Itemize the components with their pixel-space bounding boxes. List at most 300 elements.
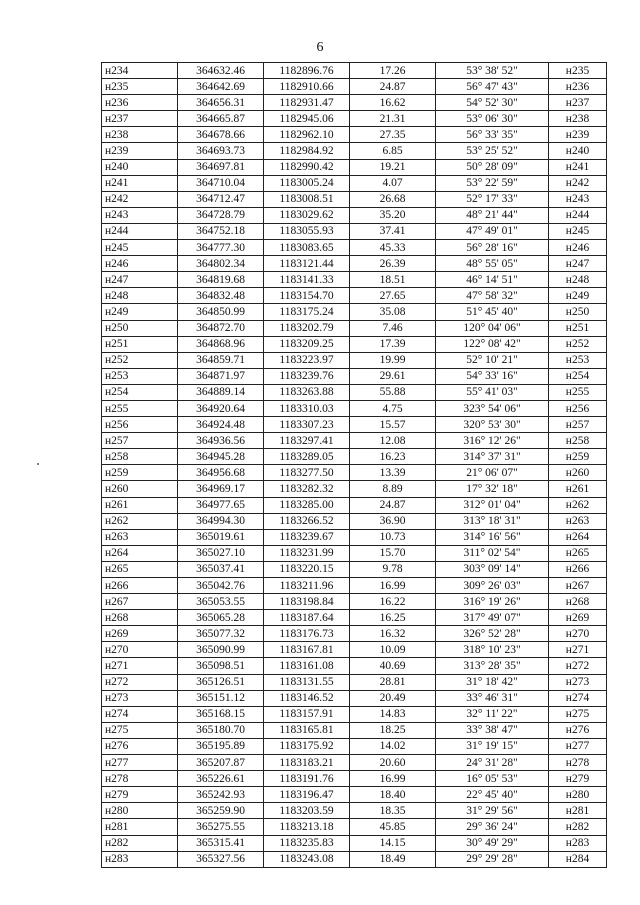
cell-y-coordinate: 1183029.62: [264, 207, 350, 223]
table-row: [102, 674, 607, 690]
cell-point-from: н246: [102, 256, 178, 272]
cell-point-to: н259: [549, 449, 607, 465]
cell-x-coordinate: 365259.90: [178, 803, 264, 819]
cell-direction-angle: 303° 09' 14": [436, 561, 549, 577]
cell-point-from: н236: [102, 95, 178, 111]
cell-direction-angle: 31° 19' 15": [436, 738, 549, 754]
cell-point-from: н254: [102, 384, 178, 400]
cell-direction-angle: 30° 49' 29": [436, 835, 549, 851]
cell-y-coordinate: 1183277.50: [264, 465, 350, 481]
cell-point-to: н266: [549, 561, 607, 577]
cell-point-from: н270: [102, 642, 178, 658]
cell-direction-angle: 55° 41' 03": [436, 384, 549, 400]
cell-direction-angle: 314° 37' 31": [436, 449, 549, 465]
cell-y-coordinate: 1182962.10: [264, 127, 350, 143]
cell-point-to: н265: [549, 545, 607, 561]
cell-distance: 28.81: [350, 674, 436, 690]
table-row: [102, 722, 607, 738]
cell-point-to: н281: [549, 803, 607, 819]
table-row: [102, 835, 607, 851]
cell-y-coordinate: 1183157.91: [264, 706, 350, 722]
cell-point-to: н240: [549, 143, 607, 159]
cell-point-from: н253: [102, 368, 178, 384]
cell-point-to: н257: [549, 417, 607, 433]
cell-direction-angle: 17° 32' 18": [436, 481, 549, 497]
cell-distance: 15.57: [350, 417, 436, 433]
cell-direction-angle: 311° 02' 54": [436, 545, 549, 561]
cell-point-from: н281: [102, 819, 178, 835]
cell-y-coordinate: 1183211.96: [264, 578, 350, 594]
cell-point-from: н264: [102, 545, 178, 561]
cell-point-from: н273: [102, 690, 178, 706]
cell-point-to: н235: [549, 63, 607, 79]
cell-x-coordinate: 364850.99: [178, 304, 264, 320]
cell-point-to: н237: [549, 95, 607, 111]
cell-distance: 18.49: [350, 851, 436, 867]
table-row: [102, 272, 607, 288]
cell-x-coordinate: 364969.17: [178, 481, 264, 497]
cell-direction-angle: 309° 26' 03": [436, 578, 549, 594]
cell-point-from: н269: [102, 626, 178, 642]
cell-y-coordinate: 1183203.59: [264, 803, 350, 819]
table-row: [102, 127, 607, 143]
table-row: [102, 755, 607, 771]
cell-direction-angle: 313° 18' 31": [436, 513, 549, 529]
cell-point-from: н247: [102, 272, 178, 288]
cell-direction-angle: 53° 22' 59": [436, 175, 549, 191]
cell-x-coordinate: 364956.68: [178, 465, 264, 481]
cell-point-to: н256: [549, 400, 607, 416]
cell-point-to: н267: [549, 578, 607, 594]
cell-direction-angle: 29° 29' 28": [436, 851, 549, 867]
cell-direction-angle: 47° 58' 32": [436, 288, 549, 304]
cell-y-coordinate: 1182990.42: [264, 159, 350, 175]
cell-point-from: н268: [102, 610, 178, 626]
cell-point-to: н246: [549, 240, 607, 256]
cell-point-to: н272: [549, 658, 607, 674]
cell-distance: 37.41: [350, 223, 436, 239]
cell-point-from: н252: [102, 352, 178, 368]
cell-x-coordinate: 365126.51: [178, 674, 264, 690]
cell-direction-angle: 21° 06' 07": [436, 465, 549, 481]
cell-point-from: н283: [102, 851, 178, 867]
cell-point-from: н267: [102, 594, 178, 610]
cell-distance: 16.99: [350, 771, 436, 787]
cell-distance: 6.85: [350, 143, 436, 159]
cell-point-from: н259: [102, 465, 178, 481]
cell-y-coordinate: 1183235.83: [264, 835, 350, 851]
cell-direction-angle: 22° 45' 40": [436, 787, 549, 803]
cell-point-to: н263: [549, 513, 607, 529]
cell-point-to: н261: [549, 481, 607, 497]
cell-direction-angle: 29° 36' 24": [436, 819, 549, 835]
cell-point-from: н276: [102, 738, 178, 754]
cell-x-coordinate: 364642.69: [178, 79, 264, 95]
cell-direction-angle: 316° 19' 26": [436, 594, 549, 610]
cell-distance: 35.08: [350, 304, 436, 320]
cell-point-to: н250: [549, 304, 607, 320]
cell-point-from: н235: [102, 79, 178, 95]
table-row: [102, 336, 607, 352]
cell-y-coordinate: 1183165.81: [264, 722, 350, 738]
cell-x-coordinate: 364819.68: [178, 272, 264, 288]
cell-point-to: н248: [549, 272, 607, 288]
cell-y-coordinate: 1183008.51: [264, 191, 350, 207]
cell-x-coordinate: 364802.34: [178, 256, 264, 272]
cell-direction-angle: 52° 17' 33": [436, 191, 549, 207]
cell-distance: 15.70: [350, 545, 436, 561]
table-row: [102, 304, 607, 320]
cell-y-coordinate: 1183154.70: [264, 288, 350, 304]
cell-distance: 18.51: [350, 272, 436, 288]
cell-distance: 18.40: [350, 787, 436, 803]
cell-x-coordinate: 364936.56: [178, 433, 264, 449]
cell-x-coordinate: 364678.66: [178, 127, 264, 143]
table-row: [102, 79, 607, 95]
cell-point-to: н244: [549, 207, 607, 223]
table-row: [102, 320, 607, 336]
cell-x-coordinate: 365327.56: [178, 851, 264, 867]
table-row: [102, 352, 607, 368]
cell-y-coordinate: 1183121.44: [264, 256, 350, 272]
table-row: [102, 787, 607, 803]
cell-point-from: н248: [102, 288, 178, 304]
cell-point-to: н249: [549, 288, 607, 304]
cell-point-from: н265: [102, 561, 178, 577]
table-row: [102, 111, 607, 127]
table-row: [102, 223, 607, 239]
cell-y-coordinate: 1183196.47: [264, 787, 350, 803]
cell-direction-angle: 316° 12' 26": [436, 433, 549, 449]
cell-x-coordinate: 365207.87: [178, 755, 264, 771]
cell-x-coordinate: 364945.28: [178, 449, 264, 465]
table-row: [102, 384, 607, 400]
cell-y-coordinate: 1182910.66: [264, 79, 350, 95]
table-row: [102, 63, 607, 79]
cell-x-coordinate: 365275.55: [178, 819, 264, 835]
cell-direction-angle: 32° 11' 22": [436, 706, 549, 722]
cell-point-to: н274: [549, 690, 607, 706]
cell-x-coordinate: 364777.30: [178, 240, 264, 256]
cell-point-from: н282: [102, 835, 178, 851]
cell-y-coordinate: 1183220.15: [264, 561, 350, 577]
cell-y-coordinate: 1183167.81: [264, 642, 350, 658]
table-row: [102, 513, 607, 529]
cell-y-coordinate: 1182931.47: [264, 95, 350, 111]
cell-distance: 17.39: [350, 336, 436, 352]
cell-point-from: н280: [102, 803, 178, 819]
cell-direction-angle: 48° 21' 44": [436, 207, 549, 223]
cell-direction-angle: 326° 52' 28": [436, 626, 549, 642]
cell-point-from: н249: [102, 304, 178, 320]
cell-point-to: н276: [549, 722, 607, 738]
cell-distance: 10.09: [350, 642, 436, 658]
cell-point-to: н271: [549, 642, 607, 658]
table-row: [102, 771, 607, 787]
cell-distance: 16.23: [350, 449, 436, 465]
cell-direction-angle: 54° 33' 16": [436, 368, 549, 384]
table-row: [102, 95, 607, 111]
table-row: [102, 288, 607, 304]
cell-direction-angle: 313° 28' 35": [436, 658, 549, 674]
cell-y-coordinate: 1183198.84: [264, 594, 350, 610]
cell-x-coordinate: 364868.96: [178, 336, 264, 352]
cell-y-coordinate: 1183146.52: [264, 690, 350, 706]
cell-y-coordinate: 1183285.00: [264, 497, 350, 513]
table-row: [102, 159, 607, 175]
cell-direction-angle: 51° 45' 40": [436, 304, 549, 320]
table-row: [102, 481, 607, 497]
cell-direction-angle: 318° 10' 23": [436, 642, 549, 658]
table-row: [102, 706, 607, 722]
cell-y-coordinate: 1182984.92: [264, 143, 350, 159]
cell-y-coordinate: 1182945.06: [264, 111, 350, 127]
cell-direction-angle: 53° 38' 52": [436, 63, 549, 79]
cell-point-from: н263: [102, 529, 178, 545]
cell-y-coordinate: 1183175.92: [264, 738, 350, 754]
cell-point-from: н234: [102, 63, 178, 79]
cell-y-coordinate: 1183191.76: [264, 771, 350, 787]
table-row: [102, 465, 607, 481]
cell-direction-angle: 120° 04' 06": [436, 320, 549, 336]
cell-x-coordinate: 364697.81: [178, 159, 264, 175]
table-row: [102, 594, 607, 610]
table-row: [102, 143, 607, 159]
coordinates-table: [101, 62, 607, 868]
cell-point-to: н269: [549, 610, 607, 626]
cell-point-to: н247: [549, 256, 607, 272]
cell-point-to: н251: [549, 320, 607, 336]
cell-direction-angle: 54° 52' 30": [436, 95, 549, 111]
table-row: [102, 578, 607, 594]
table-row: [102, 642, 607, 658]
cell-distance: 14.02: [350, 738, 436, 754]
cell-point-from: н244: [102, 223, 178, 239]
cell-x-coordinate: 365037.41: [178, 561, 264, 577]
cell-x-coordinate: 364994.30: [178, 513, 264, 529]
cell-point-from: н239: [102, 143, 178, 159]
table-row: [102, 175, 607, 191]
table-row: [102, 738, 607, 754]
cell-point-to: н282: [549, 819, 607, 835]
cell-direction-angle: 46° 14' 51": [436, 272, 549, 288]
cell-point-to: н262: [549, 497, 607, 513]
cell-point-from: н258: [102, 449, 178, 465]
cell-y-coordinate: 1183183.21: [264, 755, 350, 771]
cell-y-coordinate: 1183243.08: [264, 851, 350, 867]
cell-point-from: н272: [102, 674, 178, 690]
cell-x-coordinate: 365042.76: [178, 578, 264, 594]
cell-point-from: н274: [102, 706, 178, 722]
cell-distance: 45.33: [350, 240, 436, 256]
cell-x-coordinate: 364872.70: [178, 320, 264, 336]
table-row: [102, 433, 607, 449]
cell-point-to: н241: [549, 159, 607, 175]
cell-x-coordinate: 364632.46: [178, 63, 264, 79]
cell-point-from: н245: [102, 240, 178, 256]
coordinates-table-body: [102, 63, 607, 868]
cell-direction-angle: 52° 10' 21": [436, 352, 549, 368]
cell-x-coordinate: 365226.61: [178, 771, 264, 787]
cell-distance: 27.35: [350, 127, 436, 143]
cell-x-coordinate: 364665.87: [178, 111, 264, 127]
cell-distance: 20.60: [350, 755, 436, 771]
cell-y-coordinate: 1183005.24: [264, 175, 350, 191]
cell-y-coordinate: 1183231.99: [264, 545, 350, 561]
cell-y-coordinate: 1183055.93: [264, 223, 350, 239]
cell-point-from: н260: [102, 481, 178, 497]
table-row: [102, 658, 607, 674]
cell-distance: 19.99: [350, 352, 436, 368]
page-number: 6: [316, 40, 324, 55]
cell-distance: 8.89: [350, 481, 436, 497]
table-row: [102, 256, 607, 272]
cell-y-coordinate: 1182896.76: [264, 63, 350, 79]
cell-direction-angle: 320° 53' 30": [436, 417, 549, 433]
cell-x-coordinate: 365151.12: [178, 690, 264, 706]
cell-point-to: н242: [549, 175, 607, 191]
cell-point-to: н245: [549, 223, 607, 239]
table-row: [102, 545, 607, 561]
cell-x-coordinate: 364752.18: [178, 223, 264, 239]
table-row: [102, 610, 607, 626]
cell-point-to: н278: [549, 755, 607, 771]
cell-x-coordinate: 364871.97: [178, 368, 264, 384]
cell-distance: 24.87: [350, 497, 436, 513]
cell-distance: 36.90: [350, 513, 436, 529]
cell-point-from: н262: [102, 513, 178, 529]
cell-x-coordinate: 364889.14: [178, 384, 264, 400]
cell-distance: 16.22: [350, 594, 436, 610]
cell-y-coordinate: 1183307.23: [264, 417, 350, 433]
cell-y-coordinate: 1183213.18: [264, 819, 350, 835]
cell-direction-angle: 53° 06' 30": [436, 111, 549, 127]
cell-distance: 20.49: [350, 690, 436, 706]
cell-x-coordinate: 364710.04: [178, 175, 264, 191]
cell-x-coordinate: 365195.89: [178, 738, 264, 754]
cell-direction-angle: 33° 46' 31": [436, 690, 549, 706]
cell-x-coordinate: 365027.10: [178, 545, 264, 561]
cell-point-from: н251: [102, 336, 178, 352]
cell-direction-angle: 24° 31' 28": [436, 755, 549, 771]
cell-direction-angle: 122° 08' 42": [436, 336, 549, 352]
cell-x-coordinate: 365019.61: [178, 529, 264, 545]
cell-point-to: н273: [549, 674, 607, 690]
table-row: [102, 529, 607, 545]
cell-distance: 27.65: [350, 288, 436, 304]
cell-point-from: н271: [102, 658, 178, 674]
cell-direction-angle: 16° 05' 53": [436, 771, 549, 787]
cell-x-coordinate: 364832.48: [178, 288, 264, 304]
cell-distance: 9.78: [350, 561, 436, 577]
cell-distance: 17.26: [350, 63, 436, 79]
cell-direction-angle: 33° 38' 47": [436, 722, 549, 738]
cell-y-coordinate: 1183239.67: [264, 529, 350, 545]
cell-distance: 16.32: [350, 626, 436, 642]
cell-point-from: н279: [102, 787, 178, 803]
cell-distance: 26.68: [350, 191, 436, 207]
cell-distance: 40.69: [350, 658, 436, 674]
cell-point-from: н257: [102, 433, 178, 449]
cell-direction-angle: 53° 25' 52": [436, 143, 549, 159]
cell-point-from: н261: [102, 497, 178, 513]
cell-direction-angle: 50° 28' 09": [436, 159, 549, 175]
cell-distance: 10.73: [350, 529, 436, 545]
cell-point-from: н250: [102, 320, 178, 336]
cell-x-coordinate: 365168.15: [178, 706, 264, 722]
cell-direction-angle: 47° 49' 01": [436, 223, 549, 239]
cell-y-coordinate: 1183161.08: [264, 658, 350, 674]
cell-distance: 29.61: [350, 368, 436, 384]
cell-y-coordinate: 1183310.03: [264, 400, 350, 416]
table-row: [102, 400, 607, 416]
table-row: [102, 803, 607, 819]
table-row: [102, 449, 607, 465]
cell-point-to: н275: [549, 706, 607, 722]
cell-y-coordinate: 1183131.55: [264, 674, 350, 690]
cell-distance: 4.07: [350, 175, 436, 191]
cell-y-coordinate: 1183239.76: [264, 368, 350, 384]
table-row: [102, 851, 607, 867]
cell-y-coordinate: 1183141.33: [264, 272, 350, 288]
cell-point-to: н284: [549, 851, 607, 867]
cell-direction-angle: 31° 18' 42": [436, 674, 549, 690]
cell-x-coordinate: 365315.41: [178, 835, 264, 851]
cell-point-to: н239: [549, 127, 607, 143]
cell-x-coordinate: 365090.99: [178, 642, 264, 658]
cell-y-coordinate: 1183202.79: [264, 320, 350, 336]
cell-distance: 26.39: [350, 256, 436, 272]
table-row: [102, 368, 607, 384]
cell-point-from: н243: [102, 207, 178, 223]
cell-y-coordinate: 1183297.41: [264, 433, 350, 449]
cell-x-coordinate: 365065.28: [178, 610, 264, 626]
cell-distance: 24.87: [350, 79, 436, 95]
cell-point-from: н241: [102, 175, 178, 191]
cell-distance: 16.62: [350, 95, 436, 111]
cell-distance: 13.39: [350, 465, 436, 481]
cell-point-to: н260: [549, 465, 607, 481]
cell-point-from: н242: [102, 191, 178, 207]
cell-point-from: н240: [102, 159, 178, 175]
cell-direction-angle: 314° 16' 56": [436, 529, 549, 545]
cell-distance: 45.85: [350, 819, 436, 835]
cell-y-coordinate: 1183266.52: [264, 513, 350, 529]
cell-x-coordinate: 365180.70: [178, 722, 264, 738]
cell-x-coordinate: 365053.55: [178, 594, 264, 610]
cell-point-to: н254: [549, 368, 607, 384]
cell-x-coordinate: 365242.93: [178, 787, 264, 803]
cell-y-coordinate: 1183282.32: [264, 481, 350, 497]
cell-x-coordinate: 364728.79: [178, 207, 264, 223]
cell-point-to: н255: [549, 384, 607, 400]
table-row: [102, 207, 607, 223]
cell-distance: 18.35: [350, 803, 436, 819]
cell-distance: 55.88: [350, 384, 436, 400]
cell-point-to: н277: [549, 738, 607, 754]
cell-direction-angle: 48° 55' 05": [436, 256, 549, 272]
table-row: [102, 690, 607, 706]
cell-point-to: н268: [549, 594, 607, 610]
cell-x-coordinate: 364920.64: [178, 400, 264, 416]
cell-distance: 16.99: [350, 578, 436, 594]
cell-point-from: н255: [102, 400, 178, 416]
stray-mark: [37, 463, 39, 465]
cell-y-coordinate: 1183175.24: [264, 304, 350, 320]
cell-x-coordinate: 365098.51: [178, 658, 264, 674]
cell-direction-angle: 323° 54' 06": [436, 400, 549, 416]
cell-point-from: н277: [102, 755, 178, 771]
